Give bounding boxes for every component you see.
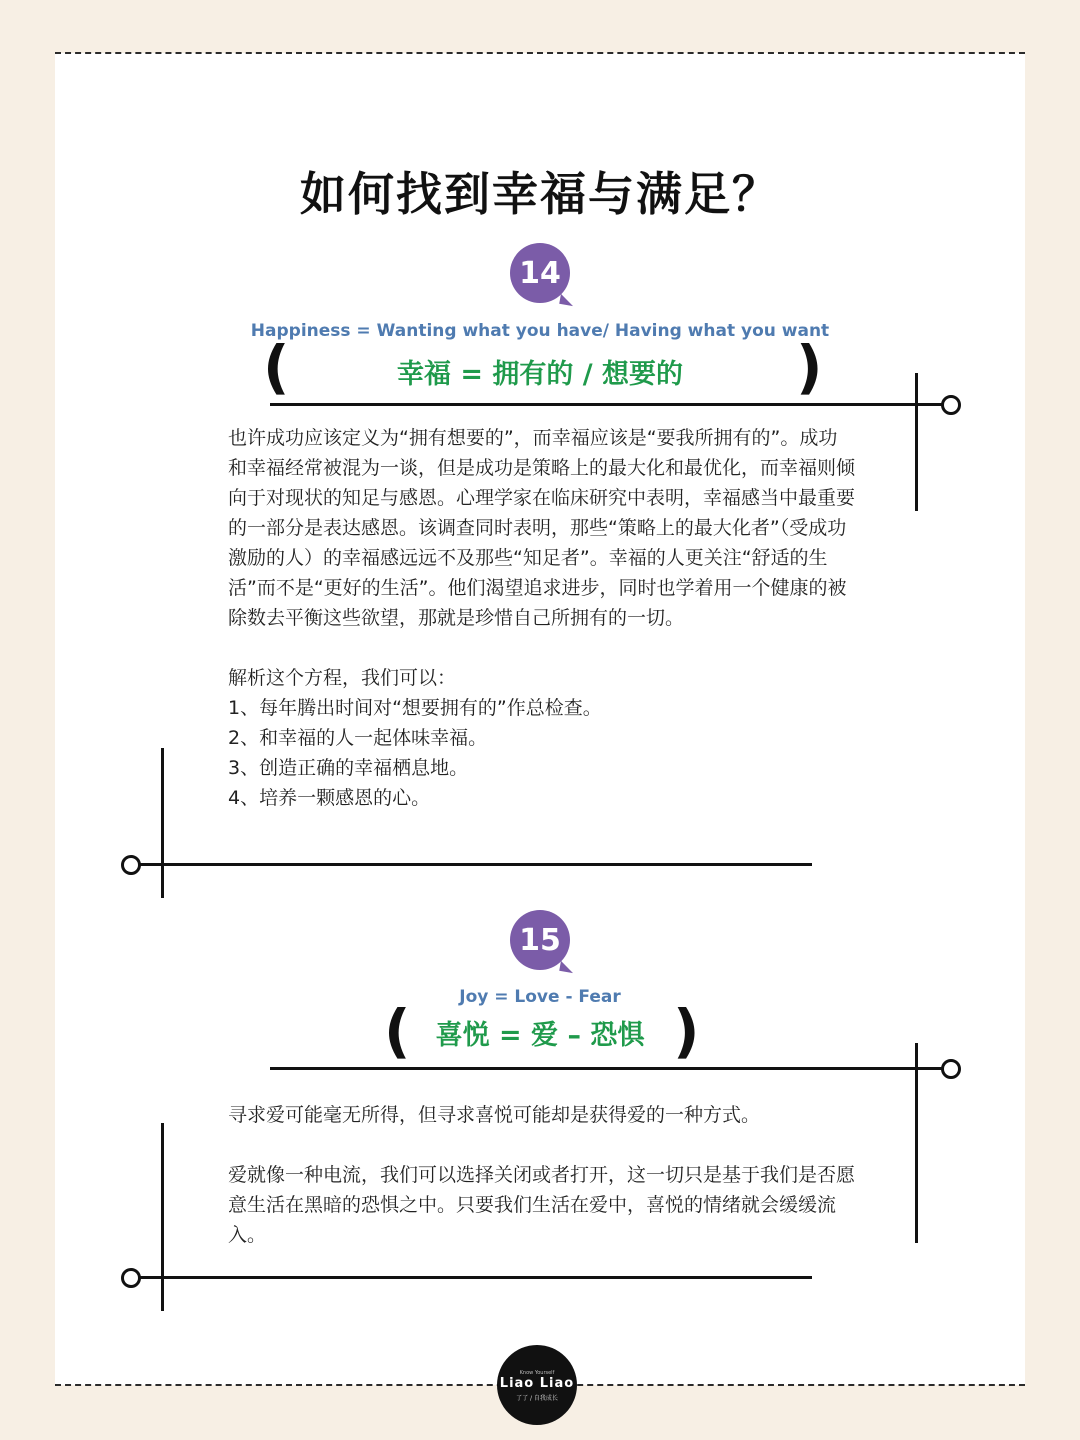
list-intro: 解析这个方程，我们可以： — [228, 667, 457, 689]
vertical-accent-line — [161, 1123, 164, 1311]
logo-title: Liao Liao — [499, 1376, 575, 1391]
left-paren-icon: ( — [263, 333, 290, 401]
vertical-accent-line — [915, 1043, 918, 1243]
section-formula: 喜悦 = 爱 – 恐惧 — [435, 1020, 645, 1051]
divider-line — [270, 403, 942, 406]
line-end-circle-icon — [941, 1059, 961, 1079]
left-paren-icon: ( — [384, 997, 411, 1065]
right-paren-icon: ) — [673, 997, 700, 1065]
divider-line — [270, 1067, 942, 1070]
body-paragraph: 也许成功应该定义为“拥有想要的”，而幸福应该是“要我所拥有的”。成功和幸福经常被混为一谈，但是成功是策略上的最大化和最优化，而幸福则倾向于对现状的知足与感恩。心理学家在临床研究中表明，幸福感当中最重要的一部分是表达感恩。该调查同时表明，那些“策略上的最大化者”（受成功激励的人）的幸福感远远不及那些“知足者”。幸福的人更关注“舒适的生活”而不是“更好的生活”。他们渴望追求进步，同时也学着用一个健康的被除数去平衡这些欲望，那就是珍惜自己所拥有的一切。 — [228, 427, 856, 629]
logo-subtitle: 了了 / 自我成长 — [516, 1395, 558, 1402]
top-dashed-border — [55, 52, 1025, 54]
section-number-badge: 14 — [510, 243, 570, 303]
section-body — [228, 423, 856, 813]
divider-line — [140, 1276, 812, 1279]
line-end-circle-icon — [121, 855, 141, 875]
vertical-accent-line — [915, 373, 918, 511]
list-item: 1、每年腾出时间对“想要拥有的”作总检查。 — [228, 697, 602, 719]
section-english-formula: Happiness = Wanting what you have/ Having what you want — [250, 321, 830, 341]
list-item: 4、培养一颗感恩的心。 — [228, 787, 431, 809]
section-english-formula: Joy = Love - Fear — [459, 987, 621, 1007]
divider-line — [140, 863, 812, 866]
page-title: 如何找到幸福与满足？ — [300, 167, 780, 221]
section-formula: 幸福 = 拥有的 / 想要的 — [396, 359, 684, 390]
section-number-badge: 15 — [510, 910, 570, 970]
list-item: 3、创造正确的幸福栖息地。 — [228, 757, 469, 779]
right-paren-icon: ) — [796, 333, 823, 401]
line-end-circle-icon — [121, 1268, 141, 1288]
body-paragraph: 爱就像一种电流，我们可以选择关闭或者打开，这一切只是基于我们是否愿意生活在黑暗的恐惧之中。只要我们生活在爱中，喜悦的情绪就会缓缓流入。 — [228, 1164, 856, 1246]
logo-ring-text: Know Yourself — [519, 1370, 555, 1376]
vertical-accent-line — [161, 748, 164, 898]
brand-logo — [497, 1345, 577, 1425]
section-body — [228, 1100, 856, 1250]
list-item: 2、和幸福的人一起体味幸福。 — [228, 727, 488, 749]
line-end-circle-icon — [941, 395, 961, 415]
body-paragraph: 寻求爱可能毫无所得，但寻求喜悦可能却是获得爱的一种方式。 — [228, 1104, 761, 1126]
